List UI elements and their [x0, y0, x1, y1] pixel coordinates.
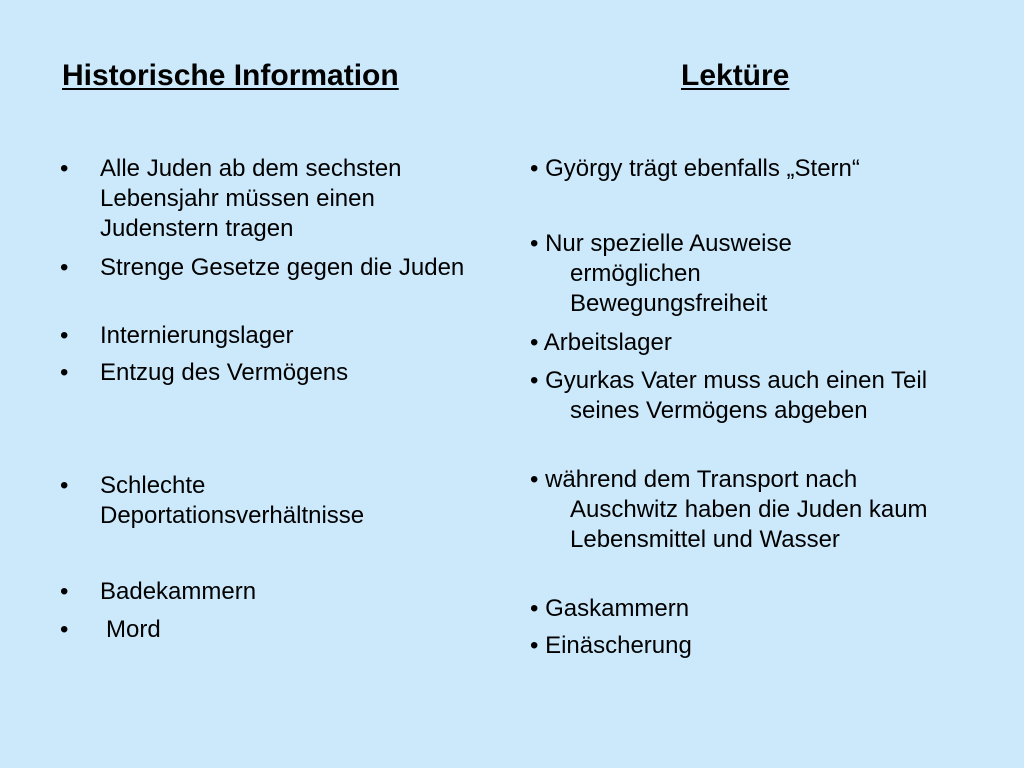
- right-list-item: [530, 229, 890, 319]
- left-list-item: [60, 154, 490, 244]
- left-item-text: Alle Juden ab dem sechsten Lebensjahr müssen einen Judenstern tragen: [100, 155, 402, 242]
- left-item-text: Schlechte Deportationsverhältnisse: [100, 472, 365, 529]
- bullet: •: [530, 632, 539, 659]
- left-item-text: Strenge Gesetze gegen die Juden: [100, 254, 465, 281]
- bullet: •: [60, 578, 69, 605]
- bullet: •: [60, 254, 69, 281]
- right-item-text: während dem Transport nach Auschwitz haben die Juden kaum Lebensmittel und Wasser: [545, 466, 928, 553]
- left-item-text: Badekammern: [100, 578, 257, 605]
- bullet: •: [530, 466, 539, 493]
- bullet: •: [60, 359, 69, 386]
- right-item-text: György trägt ebenfalls „Stern“: [545, 155, 860, 182]
- right-item-text: Gyurkas Vater muss auch einen Teil seines Vermögens abgeben: [545, 367, 928, 424]
- left-item-text: Mord: [106, 616, 161, 643]
- left-list-item: [60, 253, 490, 283]
- right-list-item: [530, 154, 970, 184]
- right-list-item: [530, 366, 970, 426]
- right-item-text: Arbeitslager: [543, 329, 672, 356]
- left-list-item: [60, 321, 490, 351]
- bullet: •: [60, 155, 69, 182]
- bullet: •: [530, 230, 539, 257]
- bullet: •: [60, 472, 69, 499]
- left-list-item: [60, 615, 490, 645]
- bullet: •: [60, 322, 69, 349]
- right-item-text: Einäscherung: [545, 632, 692, 659]
- left-list-item: [60, 577, 490, 607]
- bullet: •: [60, 616, 69, 643]
- right-item-text: Gaskammern: [545, 595, 690, 622]
- bullet: •: [530, 155, 539, 182]
- right-item-text: Nur spezielle Ausweise ermöglichen Bewegungsfreiheit: [545, 230, 792, 317]
- heading-historische-information: Historische Information: [62, 59, 399, 92]
- left-item-text: Internierungslager: [100, 322, 294, 349]
- right-list-item: [530, 631, 970, 661]
- right-list-item: [530, 328, 970, 358]
- left-list-item: [60, 358, 490, 388]
- right-list-item: [530, 465, 950, 555]
- bullet: •: [530, 595, 539, 622]
- heading-lektuere: Lektüre: [681, 59, 790, 92]
- bullet: •: [530, 367, 539, 394]
- left-list-item: [60, 471, 440, 531]
- right-list-item: [530, 594, 970, 624]
- left-item-text: Entzug des Vermögens: [100, 359, 349, 386]
- bullet: •: [530, 329, 539, 356]
